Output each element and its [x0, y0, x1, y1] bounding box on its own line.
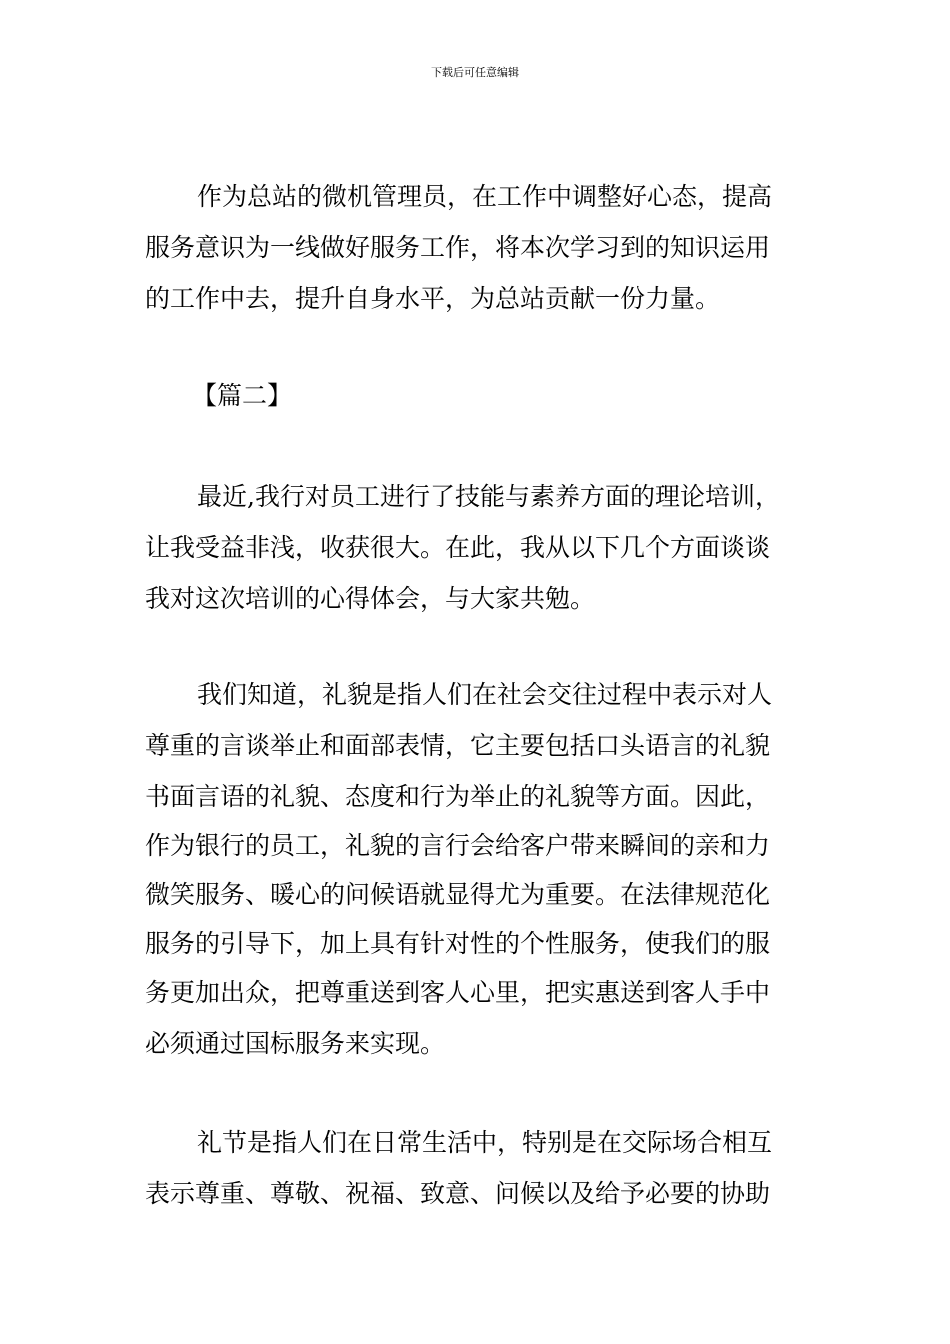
paragraph-1-line-1: 作为总站的微机管理员，在工作中调整好心态，提高: [197, 182, 773, 211]
paragraph-1-line-2: 服务意识为一线做好服务工作，将本次学习到的知识运用: [145, 233, 771, 262]
paragraph-3-line-1: 我们知道，礼貌是指人们在社会交往过程中表示对人: [197, 680, 773, 709]
paragraph-3-line-7: 务更加出众，把尊重送到客人心里，把实惠送到客人手中: [145, 978, 771, 1007]
page-header: 下载后可任意编辑: [431, 66, 519, 79]
paragraph-2-line-1: 最近,我行对员工进行了技能与素养方面的理论培训，: [197, 482, 780, 511]
paragraph-3-line-8: 必须通过国标服务来实现。: [145, 1029, 446, 1058]
paragraph-4-line-2: 表示尊重、尊敬、祝福、致意、问候以及给予必要的协助: [145, 1179, 771, 1208]
section-heading: 【篇二】: [192, 381, 293, 410]
paragraph-3-line-6: 服务的引导下，加上具有针对性的个性服务，使我们的服: [145, 929, 771, 958]
paragraph-3-line-4: 作为银行的员工，礼貌的言行会给客户带来瞬间的亲和力: [145, 831, 771, 860]
paragraph-2-line-3: 我对这次培训的心得体会，与大家共勉。: [145, 584, 596, 613]
paragraph-2-line-2: 让我受益非浅，收获很大。在此，我从以下几个方面谈谈: [145, 533, 771, 562]
paragraph-3-line-2: 尊重的言谈举止和面部表情，它主要包括口头语言的礼貌: [145, 731, 771, 760]
paragraph-3-line-3: 书面言语的礼貌、态度和行为举止的礼貌等方面。因此，: [145, 782, 771, 811]
paragraph-3-line-5: 微笑服务、暖心的问候语就显得尤为重要。在法律规范化: [145, 880, 771, 909]
paragraph-4-line-1: 礼节是指人们在日常生活中，特别是在交际场合相互: [197, 1128, 773, 1157]
paragraph-1-line-3: 的工作中去，提升自身水平，为总站贡献一份力量。: [145, 284, 721, 313]
